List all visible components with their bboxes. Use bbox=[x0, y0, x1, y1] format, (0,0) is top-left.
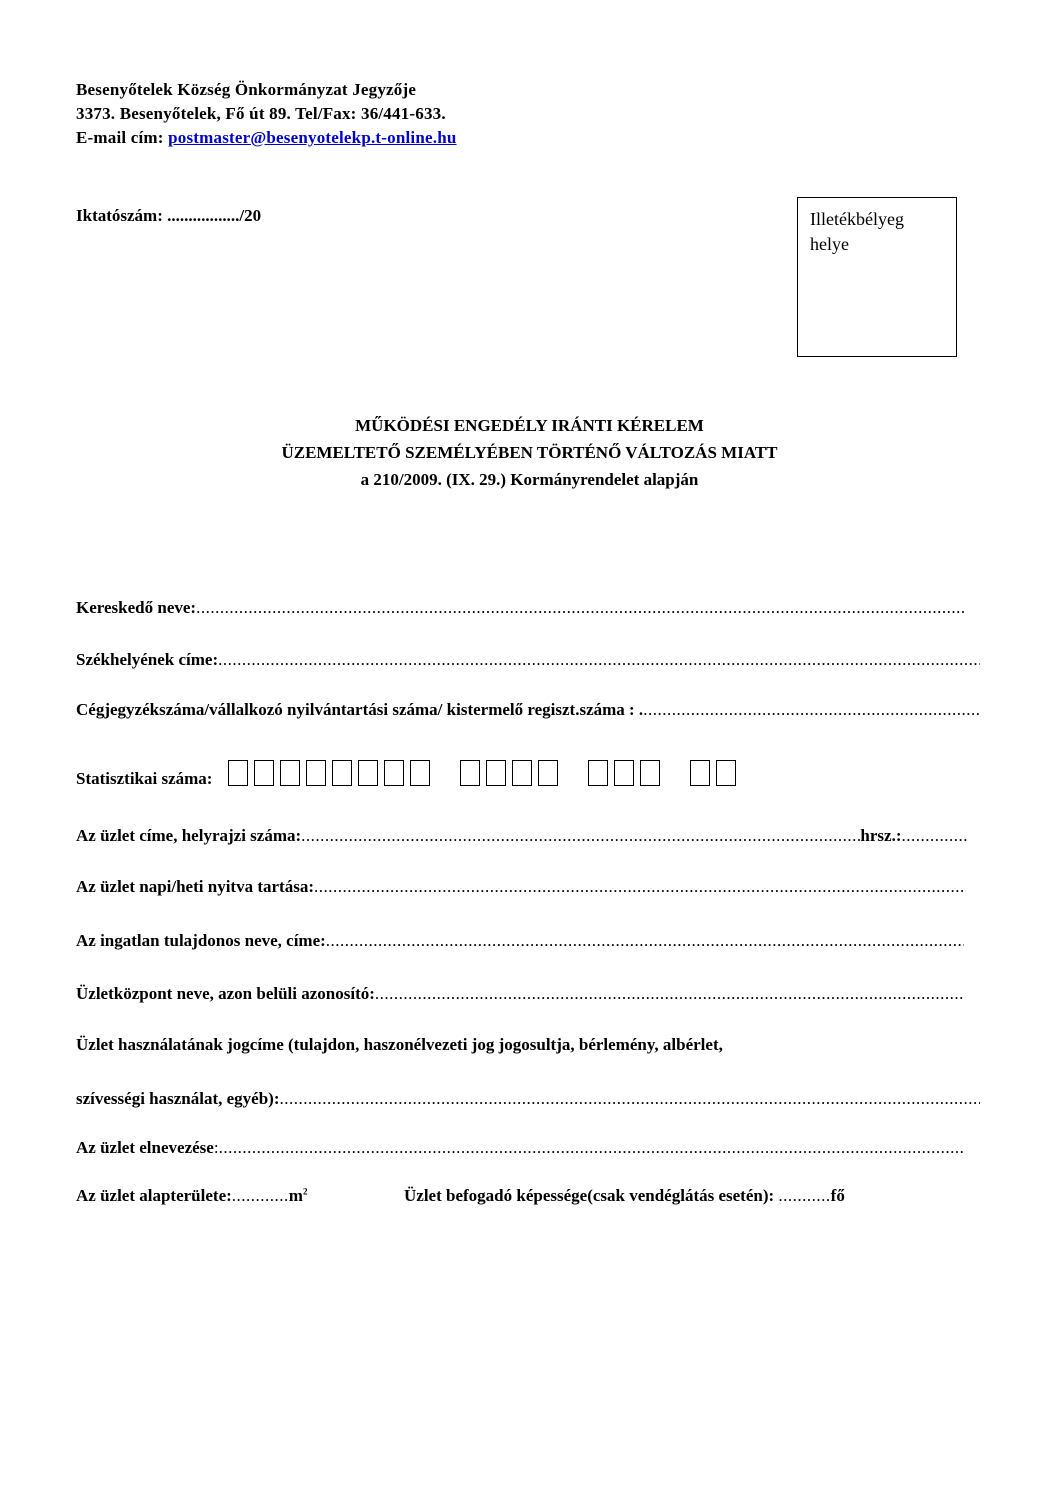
stat-box[interactable] bbox=[384, 760, 404, 786]
field-jogcim-line1 bbox=[76, 1035, 980, 1055]
stat-box[interactable] bbox=[358, 760, 378, 786]
email-line bbox=[76, 128, 457, 148]
stat-box-group-2 bbox=[460, 760, 564, 786]
stamp-box-line2: helye bbox=[810, 234, 849, 254]
stamp-box-line1: Illetékbélyeg bbox=[810, 209, 904, 229]
stat-box[interactable] bbox=[486, 760, 506, 786]
field-befogado[interactable] bbox=[404, 1186, 845, 1206]
field-jogcim-label-2: szívességi használat, egyéb): bbox=[76, 1089, 280, 1108]
field-jogcim-dots bbox=[280, 1089, 980, 1109]
field-hrsz-label: hrsz.: bbox=[860, 826, 902, 845]
field-ingatlan-label: Az ingatlan tulajdonos neve, címe: bbox=[76, 931, 326, 950]
field-uzlet-cim-label: Az üzlet címe, helyrajzi száma: bbox=[76, 826, 302, 845]
field-jogcim[interactable] bbox=[76, 1089, 980, 1109]
field-alapterulet[interactable] bbox=[76, 1186, 307, 1206]
field-ingatlan[interactable] bbox=[76, 931, 964, 951]
office-address: 3373. Besenyőtelek, Fő út 89. Tel/Fax: 36/441-633. bbox=[76, 104, 446, 123]
stat-box[interactable] bbox=[410, 760, 430, 786]
stamp-box bbox=[797, 197, 957, 357]
field-alapterulet-sup: 2 bbox=[302, 1186, 308, 1197]
stat-box[interactable] bbox=[512, 760, 532, 786]
field-elnevezes-label: Az üzlet elnevezése bbox=[76, 1138, 214, 1157]
field-elnevezes[interactable] bbox=[76, 1138, 964, 1158]
field-alapterulet-unit: m bbox=[288, 1186, 303, 1205]
field-nyitva-label: Az üzlet napi/heti nyitva tartása: bbox=[76, 877, 314, 896]
field-uzlet-cim-dots bbox=[301, 826, 860, 846]
field-kereskedo-dots bbox=[196, 598, 964, 618]
field-uzlet-cim[interactable] bbox=[76, 826, 968, 846]
field-befogado-unit: fő bbox=[830, 1186, 845, 1205]
field-cegjegyzek-dots bbox=[643, 700, 980, 720]
field-elnevezes-colon: : bbox=[213, 1138, 219, 1157]
stat-box[interactable] bbox=[254, 760, 274, 786]
stat-box[interactable] bbox=[588, 760, 608, 786]
email-label: E-mail cím: bbox=[76, 128, 164, 147]
email-link[interactable]: postmaster@besenyotelekp.t-online.hu bbox=[168, 128, 457, 147]
stat-box[interactable] bbox=[690, 760, 710, 786]
title-line3: a 210/2009. (IX. 29.) Kormányrendelet alapján bbox=[360, 470, 699, 489]
field-szekhely-label: Székhelyének címe: bbox=[76, 650, 219, 669]
field-befogado-label: Üzlet befogadó képessége(csak vendéglátás esetén): bbox=[404, 1186, 779, 1205]
stat-box-group-4 bbox=[690, 760, 742, 786]
field-nyitva-dots bbox=[314, 877, 966, 897]
field-cegjegyzek[interactable] bbox=[76, 700, 980, 720]
field-statisztikai-label: Statisztikai száma: bbox=[76, 769, 213, 788]
field-uzletkozpont-dots bbox=[375, 984, 964, 1004]
stat-box[interactable] bbox=[306, 760, 326, 786]
stat-box[interactable] bbox=[280, 760, 300, 786]
title-line2: ÜZEMELTETŐ SZEMÉLYÉBEN TÖRTÉNŐ VÁLTOZÁS MIATT bbox=[281, 443, 778, 462]
field-szekhely-dots bbox=[218, 650, 980, 670]
registration-number: Iktatószám: ................./20 bbox=[76, 206, 262, 225]
field-uzletkozpont-label: Üzletközpont neve, azon belüli azonosító: bbox=[76, 984, 375, 1003]
stat-box[interactable] bbox=[614, 760, 634, 786]
field-nyitva[interactable] bbox=[76, 877, 966, 897]
stat-box[interactable] bbox=[228, 760, 248, 786]
field-szekhely[interactable] bbox=[76, 650, 980, 670]
title-line1: MŰKÖDÉSI ENGEDÉLY IRÁNTI KÉRELEM bbox=[355, 416, 704, 435]
stat-box[interactable] bbox=[460, 760, 480, 786]
stat-box[interactable] bbox=[332, 760, 352, 786]
field-alapterulet-label: Az üzlet alapterülete: bbox=[76, 1186, 232, 1205]
office-name: Besenyőtelek Község Önkormányzat Jegyzője bbox=[76, 80, 417, 99]
field-jogcim-label-1: Üzlet használatának jogcíme (tulajdon, haszonélvezeti jog jogosultja, bérlemény, albérlet, bbox=[76, 1035, 723, 1054]
field-cegjegyzek-label: Cégjegyzékszáma/vállalkozó nyilvántartási száma/ kistermelő regiszt.száma : . bbox=[76, 700, 644, 719]
stat-box-group-1 bbox=[228, 760, 436, 786]
field-uzletkozpont[interactable] bbox=[76, 984, 964, 1004]
field-kereskedo-label: Kereskedő neve: bbox=[76, 598, 197, 617]
field-hrsz-dots: .............. bbox=[901, 826, 968, 845]
stat-box-group-3 bbox=[588, 760, 666, 786]
stat-box[interactable] bbox=[716, 760, 736, 786]
field-ingatlan-dots bbox=[326, 931, 964, 951]
field-statisztikai[interactable] bbox=[76, 758, 766, 788]
field-kereskedo[interactable] bbox=[76, 598, 964, 618]
stat-box[interactable] bbox=[538, 760, 558, 786]
stat-box[interactable] bbox=[640, 760, 660, 786]
document-title bbox=[0, 412, 1059, 493]
field-alapterulet-dots: ............ bbox=[231, 1186, 289, 1205]
field-befogado-dots: ........... bbox=[778, 1186, 831, 1205]
field-elnevezes-dots bbox=[219, 1138, 964, 1158]
